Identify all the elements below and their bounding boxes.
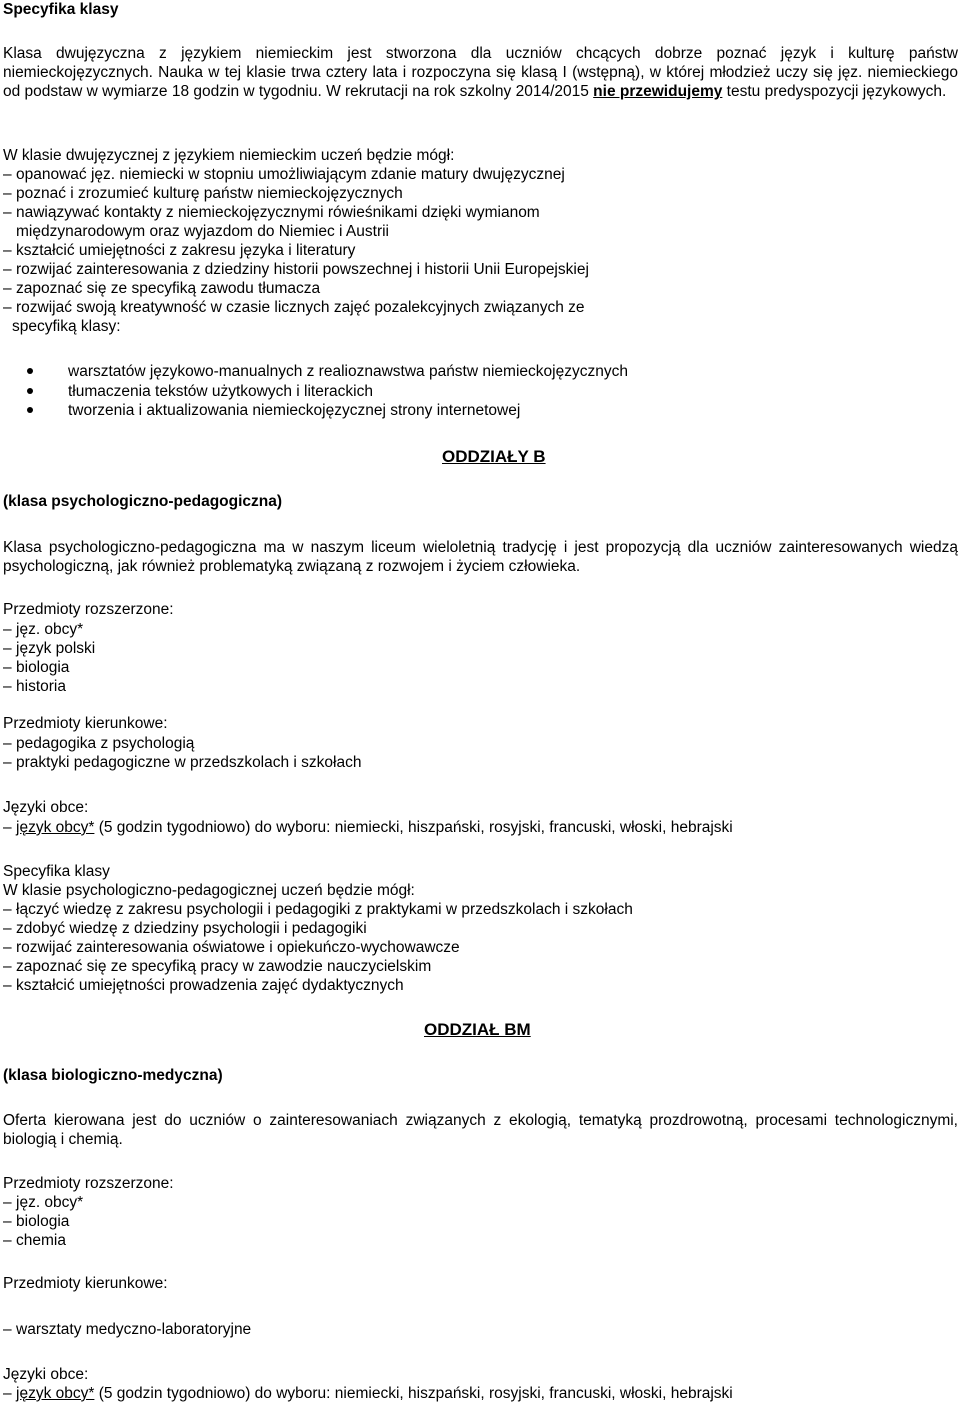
section-intro: Klasa psychologiczno-pedagogiczna ma w naszym liceum wieloletnią tradycję i jest propozycją dla uczniów zainteresowanych wiedzą psychologiczną, jak również problematyką związaną z rozwojem i życiem człowieka. [3, 539, 958, 575]
language-link[interactable]: język obcy* [16, 819, 95, 836]
can-intro: W klasie dwujęzycznej z językiem niemieckim uczeń będzie mógł: [3, 147, 455, 164]
list-item-continuation: specyfiką klasy: [12, 318, 121, 335]
list-item: – kształcić umiejętności z zakresu języka i literatury [3, 242, 356, 259]
list-item: – jęz. obcy* [3, 621, 84, 638]
section-title: ODDZIAŁY B [442, 447, 546, 466]
languages-item: – język obcy* (5 godzin tygodniowo) do wyboru: niemiecki, hiszpański, rosyjski, francuski, włoski, hebrajski [3, 1385, 733, 1402]
bullet-item: tworzenia i aktualizowania niemieckojęzycznej strony internetowej [68, 402, 521, 419]
directional-subjects-label: Przedmioty kierunkowe: [3, 715, 168, 732]
languages-label: Języki obce: [3, 1366, 89, 1383]
bullet-item: tłumaczenia tekstów użytkowych i literackich [68, 383, 373, 400]
list-item: – łączyć wiedzę z zakresu psychologii i pedagogiki z praktykami w przedszkolach i szkołach [3, 901, 633, 918]
list-item: – nawiązywać kontakty z niemieckojęzycznymi rówieśnikami dzięki wymianom [3, 204, 540, 221]
section-subtitle: (klasa psychologiczno-pedagogiczna) [3, 493, 283, 510]
list-item: – język polski [3, 640, 96, 657]
languages-label: Języki obce: [3, 799, 89, 816]
list-item: – pedagogika z psychologią [3, 735, 195, 752]
list-item: – biologia [3, 659, 70, 676]
intro-end-text: testu predyspozycji językowych. [722, 83, 947, 100]
list-item: – rozwijać zainteresowania z dziedziny historii powszechnej i historii Unii Europejskiej [3, 261, 589, 278]
list-item: – rozwijać zainteresowania oświatowe i opiekuńczo-wychowawcze [3, 939, 460, 956]
list-item-continuation: międzynarodowym oraz wyjazdom do Niemiec i Austrii [16, 223, 389, 240]
bullet-icon [27, 388, 33, 394]
specifics-intro: W klasie psychologiczno-pedagogicznej uczeń będzie mógł: [3, 882, 415, 899]
extended-subjects-label: Przedmioty rozszerzone: [3, 601, 174, 618]
section-heading: Specyfika klasy [3, 1, 119, 18]
intro-text: Klasa dwujęzyczna z językiem niemieckim jest stworzona dla uczniów chcących dobrze poznać język i kulturę państw niemieckojęzycznych. Nauka w tej klasie trwa cztery lata i rozpoczyna się klasą I (wstępną), w której młodzież uczy się jęz. niemieckiego od podstaw w wymiarze 18 godzin w tygodniu. W rekrutacji na rok szkolny 2014/2015 [3, 45, 958, 100]
bullet-item: warsztatów językowo-manualnych z realioznawstwa państw niemieckojęzycznych [68, 363, 628, 380]
intro-paragraph [3, 44, 958, 101]
specifics-label: Specyfika klasy [3, 863, 110, 880]
extended-subjects-label: Przedmioty rozszerzone: [3, 1175, 174, 1192]
intro-emphasis: nie przewidujemy [593, 83, 723, 100]
list-item: – opanować jęz. niemiecki w stopniu umożliwiającym zdanie matury dwujęzycznej [3, 166, 565, 183]
languages-item: – język obcy* (5 godzin tygodniowo) do wyboru: niemiecki, hiszpański, rosyjski, francuski, włoski, hebrajski [3, 819, 733, 836]
list-item: – praktyki pedagogiczne w przedszkolach i szkołach [3, 754, 362, 771]
list-item: – kształcić umiejętności prowadzenia zajęć dydaktycznych [3, 977, 404, 994]
list-item: – zdobyć wiedzę z dziedziny psychologii i pedagogiki [3, 920, 367, 937]
directional-subjects-label: Przedmioty kierunkowe: [3, 1275, 168, 1292]
language-link[interactable]: język obcy* [16, 1385, 95, 1402]
list-item: – zapoznać się ze specyfiką zawodu tłumacza [3, 280, 321, 297]
bullet-icon [27, 407, 33, 413]
list-item: – chemia [3, 1232, 66, 1249]
section-intro: Oferta kierowana jest do uczniów o zainteresowaniach związanych z ekologią, tematyką prozdrowotną, procesami technologicznymi, biologią i chemią. [3, 1112, 958, 1148]
section-title: ODDZIAŁ BM [424, 1020, 531, 1039]
list-item: – warsztaty medyczno-laboratoryjne [3, 1321, 252, 1338]
bullet-icon [27, 368, 33, 374]
list-item: – historia [3, 678, 66, 695]
list-item: – rozwijać swoją kreatywność w czasie licznych zajęć pozalekcyjnych związanych ze [3, 299, 585, 316]
list-item: – zapoznać się ze specyfiką pracy w zawodzie nauczycielskim [3, 958, 432, 975]
section-subtitle: (klasa biologiczno-medyczna) [3, 1067, 223, 1084]
list-item: – jęz. obcy* [3, 1194, 84, 1211]
list-item: – poznać i zrozumieć kulturę państw niemieckojęzycznych [3, 185, 403, 202]
list-item: – biologia [3, 1213, 70, 1230]
